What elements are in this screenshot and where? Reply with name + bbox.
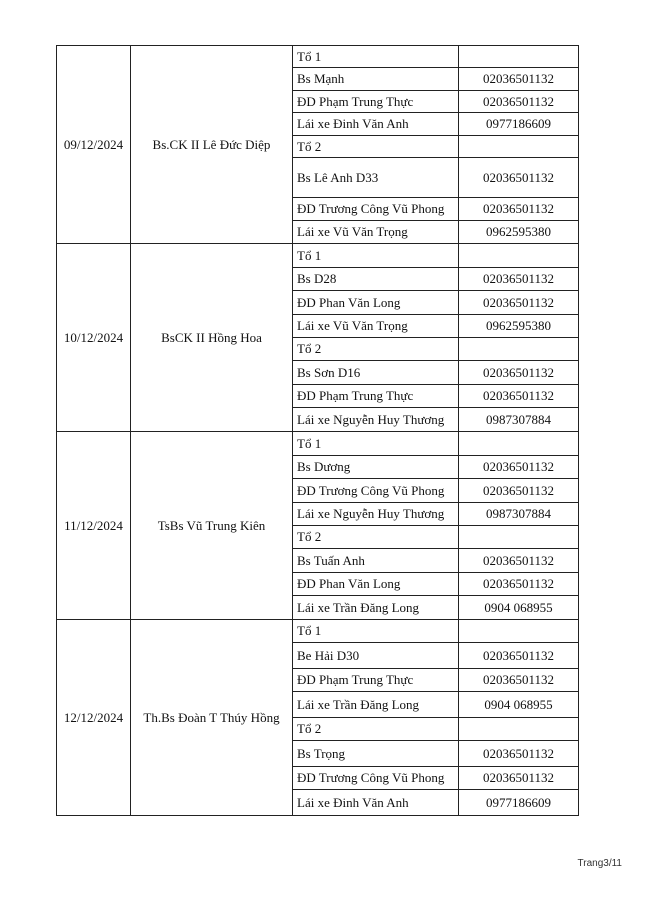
team-member: ĐD Phan Văn Long [293,573,459,596]
team-member: Be Hải D30 [293,643,459,669]
team-label: Tổ 1 [293,46,459,68]
phone-number: 02036501132 [459,385,579,408]
phone-number: 02036501132 [459,479,579,503]
team-member: Bs Mạnh [293,68,459,91]
team-label: Tổ 2 [293,718,459,741]
phone-number: 0977186609 [459,790,579,816]
phone-number [459,718,579,741]
phone-number: 02036501132 [459,643,579,669]
phone-number: 0987307884 [459,503,579,526]
team-member: Bs Dương [293,456,459,479]
team-member: ĐD Trương Công Vũ Phong [293,767,459,790]
duty-date: 10/12/2024 [57,244,131,432]
phone-number [459,244,579,268]
phone-number [459,526,579,549]
duty-lead-doctor: Th.Bs Đoàn T Thúy Hồng [131,620,293,816]
team-member: Bs Trọng [293,741,459,767]
team-member: ĐD Phạm Trung Thực [293,91,459,113]
team-label: Tổ 2 [293,338,459,361]
duty-lead-doctor: BsCK II Hồng Hoa [131,244,293,432]
duty-roster-table [56,45,579,816]
team-member: Lái xe Nguyễn Huy Thương [293,408,459,432]
phone-number [459,46,579,68]
team-member: Lái xe Nguyễn Huy Thương [293,503,459,526]
table-row [57,46,579,68]
phone-number [459,620,579,643]
team-member: ĐD Phạm Trung Thực [293,385,459,408]
team-member: Lái xe Đinh Văn Anh [293,113,459,136]
team-member: Lái xe Vũ Văn Trọng [293,221,459,244]
duty-date: 12/12/2024 [57,620,131,816]
duty-lead-doctor: TsBs Vũ Trung Kiên [131,432,293,620]
phone-number: 02036501132 [459,268,579,291]
phone-number: 02036501132 [459,767,579,790]
roster-body [57,46,579,816]
team-member: Bs D28 [293,268,459,291]
phone-number: 02036501132 [459,158,579,198]
team-member: Lái xe Đinh Văn Anh [293,790,459,816]
phone-number: 0962595380 [459,315,579,338]
table-row [57,244,579,268]
phone-number: 02036501132 [459,573,579,596]
phone-number: 02036501132 [459,549,579,573]
team-member: Lái xe Trần Đăng Long [293,692,459,718]
team-label: Tổ 1 [293,244,459,268]
team-member: ĐD Phan Văn Long [293,291,459,315]
team-member: Bs Sơn D16 [293,361,459,385]
phone-number [459,338,579,361]
team-member: ĐD Phạm Trung Thực [293,669,459,692]
team-member: ĐD Trương Công Vũ Phong [293,198,459,221]
phone-number: 02036501132 [459,669,579,692]
table-row [57,620,579,643]
team-label: Tổ 2 [293,136,459,158]
phone-number: 02036501132 [459,361,579,385]
phone-number: 02036501132 [459,456,579,479]
duty-lead-doctor: Bs.CK II Lê Đức Diệp [131,46,293,244]
duty-date: 09/12/2024 [57,46,131,244]
team-label: Tổ 1 [293,432,459,456]
duty-date: 11/12/2024 [57,432,131,620]
team-member: Bs Lê Anh D33 [293,158,459,198]
phone-number [459,136,579,158]
team-member: ĐD Trương Công Vũ Phong [293,479,459,503]
team-member: Lái xe Trần Đăng Long [293,596,459,620]
team-label: Tổ 2 [293,526,459,549]
table-row [57,432,579,456]
phone-number: 02036501132 [459,291,579,315]
page-number: Trang3/11 [577,858,622,869]
phone-number: 02036501132 [459,68,579,91]
phone-number: 0904 068955 [459,692,579,718]
phone-number: 0904 068955 [459,596,579,620]
phone-number: 02036501132 [459,741,579,767]
phone-number: 02036501132 [459,198,579,221]
phone-number: 0987307884 [459,408,579,432]
phone-number: 02036501132 [459,91,579,113]
team-label: Tổ 1 [293,620,459,643]
team-member: Bs Tuấn Anh [293,549,459,573]
team-member: Lái xe Vũ Văn Trọng [293,315,459,338]
phone-number [459,432,579,456]
phone-number: 0962595380 [459,221,579,244]
phone-number: 0977186609 [459,113,579,136]
